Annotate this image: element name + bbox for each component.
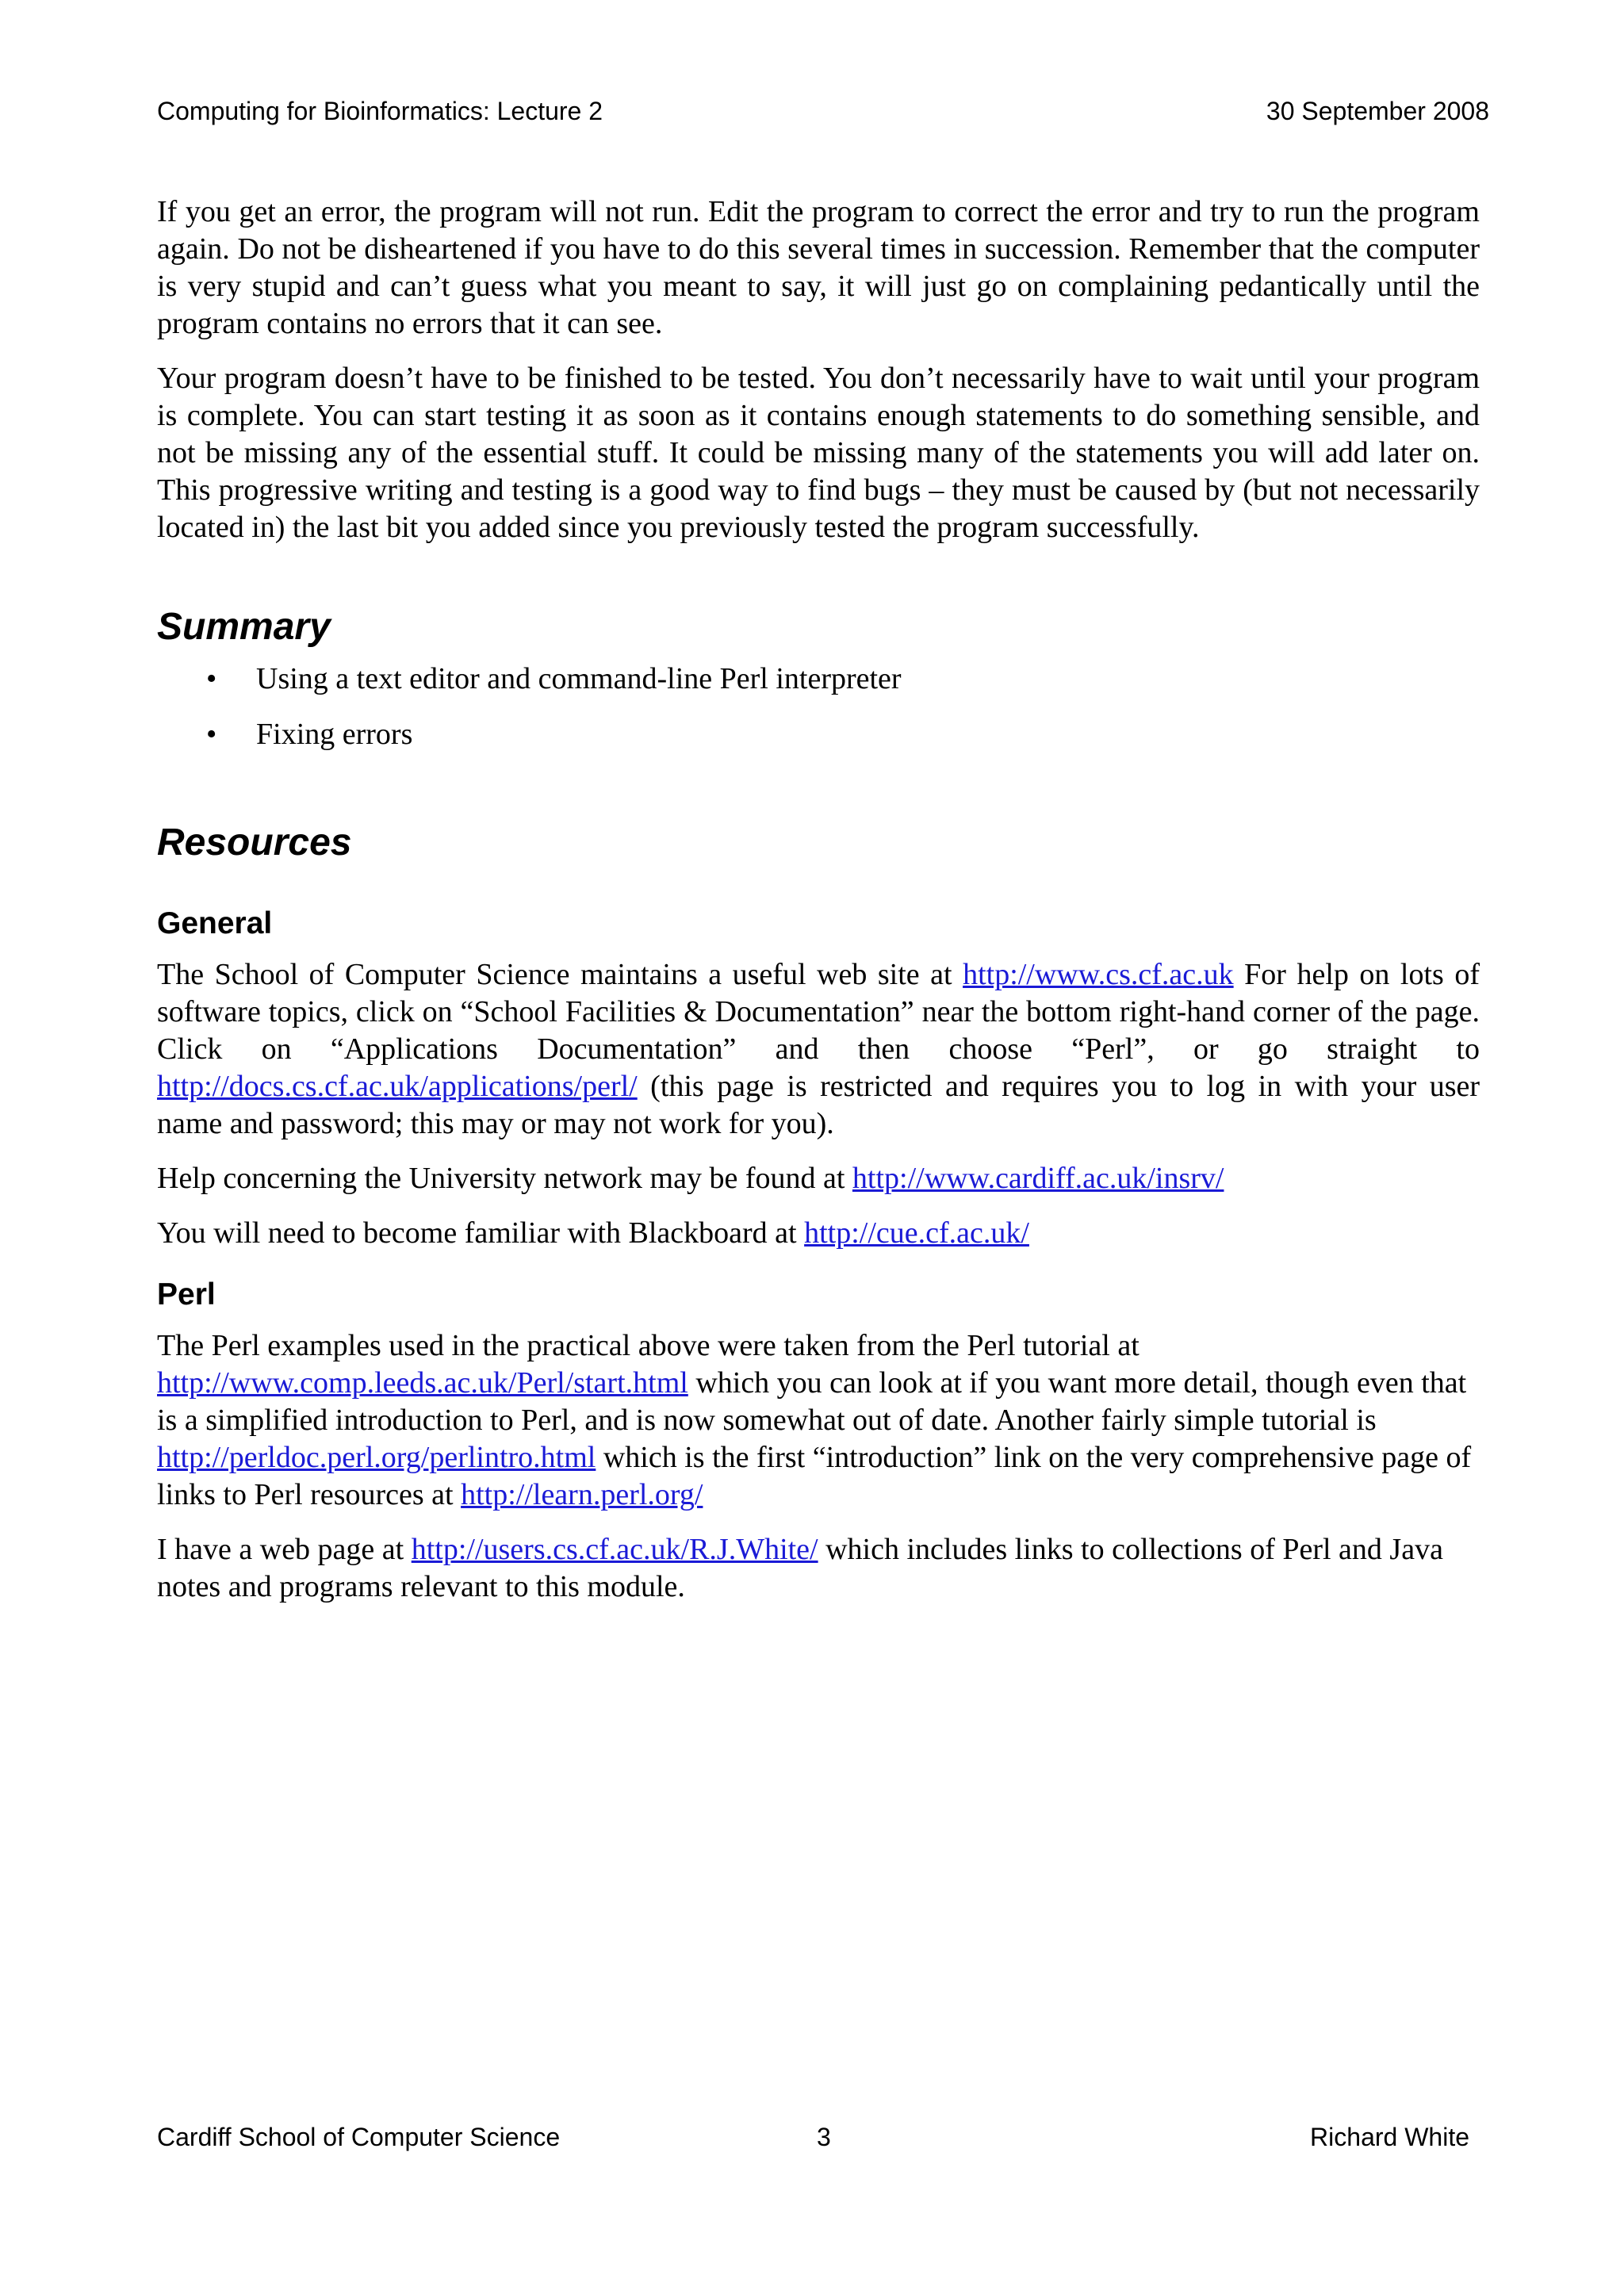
paragraph-blackboard <box>157 1215 1480 1252</box>
link-leeds-perl[interactable]: http://www.comp.leeds.ac.uk/Perl/start.html <box>157 1366 688 1400</box>
bullet-icon: • <box>206 718 217 751</box>
resources-heading: Resources <box>157 821 352 864</box>
header-course-title: Computing for Bioinformatics: Lecture 2 <box>157 97 603 125</box>
paragraph-personal-page <box>157 1531 1480 1606</box>
link-blackboard[interactable]: http://cue.cf.ac.uk/ <box>804 1216 1029 1250</box>
perl-heading: Perl <box>157 1277 216 1312</box>
page-number: 3 <box>817 2123 831 2151</box>
link-learn-perl[interactable]: http://learn.perl.org/ <box>461 1478 703 1511</box>
list-item <box>157 661 1480 698</box>
text-segment: For help on lots of software topics, click on “School Facilities & Documentation” near the bottom right-hand corner of the page. Click on “Applications Documentation” and then choose “Perl”, or go straight to <box>157 958 1480 1066</box>
paragraph-errors: If you get an error, the program will not run. Edit the program to correct the error and try to run the program again. Do not be disheartened if you have to do this several times in succession. Remember that the computer is very stupid and can’t guess what you meant to say, it will just go on complaining pedantically until the program contains no errors that it can see. <box>157 195 1480 340</box>
header-date: 30 September 2008 <box>1266 97 1489 125</box>
text-segment: I have a web page at <box>157 1533 412 1566</box>
general-heading: General <box>157 906 273 940</box>
text-segment: which includes links to collections of Perl and Java notes and programs relevant to this module. <box>157 1533 1443 1603</box>
footer-author: Richard White <box>1310 2123 1469 2151</box>
link-docs-perl[interactable]: http://docs.cs.cf.ac.uk/applications/perl/ <box>157 1070 638 1103</box>
paragraph-testing: Your program doesn’t have to be finished to be tested. You don’t necessarily have to wait until your program is complete. You can start testing it as soon as it contains enough statements to do something sensible, and not be missing any of the essential stuff. It could be missing many of the statements you will add later on. This progressive writing and testing is a good way to find bugs – they must be caused by (but not necessarily located in) the last bit you added since you previously tested the program successfully. <box>157 362 1480 544</box>
paragraph-university-network <box>157 1160 1480 1197</box>
page-content <box>157 193 1480 1623</box>
link-cs-site[interactable]: http://www.cs.cf.ac.uk <box>963 958 1234 991</box>
text-segment: Help concerning the University network may be found at <box>157 1162 852 1195</box>
link-perlintro[interactable]: http://perldoc.perl.org/perlintro.html <box>157 1441 596 1474</box>
summary-heading: Summary <box>157 606 331 648</box>
page-header <box>157 95 1489 127</box>
text-segment: which is the first “introduction” link on the very comprehensive page of links to Perl resources at <box>157 1441 1472 1511</box>
paragraph-school-site <box>157 956 1480 1143</box>
link-insrv[interactable]: http://www.cardiff.ac.uk/insrv/ <box>852 1162 1224 1195</box>
text-segment: The Perl examples used in the practical above were taken from the Perl tutorial at <box>157 1329 1139 1362</box>
link-rjwhite[interactable]: http://users.cs.cf.ac.uk/R.J.White/ <box>411 1533 818 1566</box>
summary-item-text: Fixing errors <box>256 718 413 751</box>
bullet-icon: • <box>206 662 217 695</box>
text-segment: which you can look at if you want more detail, though even that is a simplified introduction to Perl, and is now somewhat out of date. Another fairly simple tutorial is <box>157 1366 1467 1437</box>
text-segment: The School of Computer Science maintains a useful web site at <box>157 958 963 991</box>
summary-list <box>157 661 1480 753</box>
text-segment: (this page is restricted and requires you to log in with your user name and password; this may or may not work for you). <box>157 1070 1480 1140</box>
list-item <box>157 716 1480 753</box>
text-segment: You will need to become familiar with Blackboard at <box>157 1216 805 1250</box>
paragraph-perl-tutorial <box>157 1327 1480 1514</box>
summary-item-text: Using a text editor and command-line Perl interpreter <box>256 662 902 695</box>
page-footer <box>157 2121 1469 2153</box>
footer-school: Cardiff School of Computer Science <box>157 2123 561 2151</box>
